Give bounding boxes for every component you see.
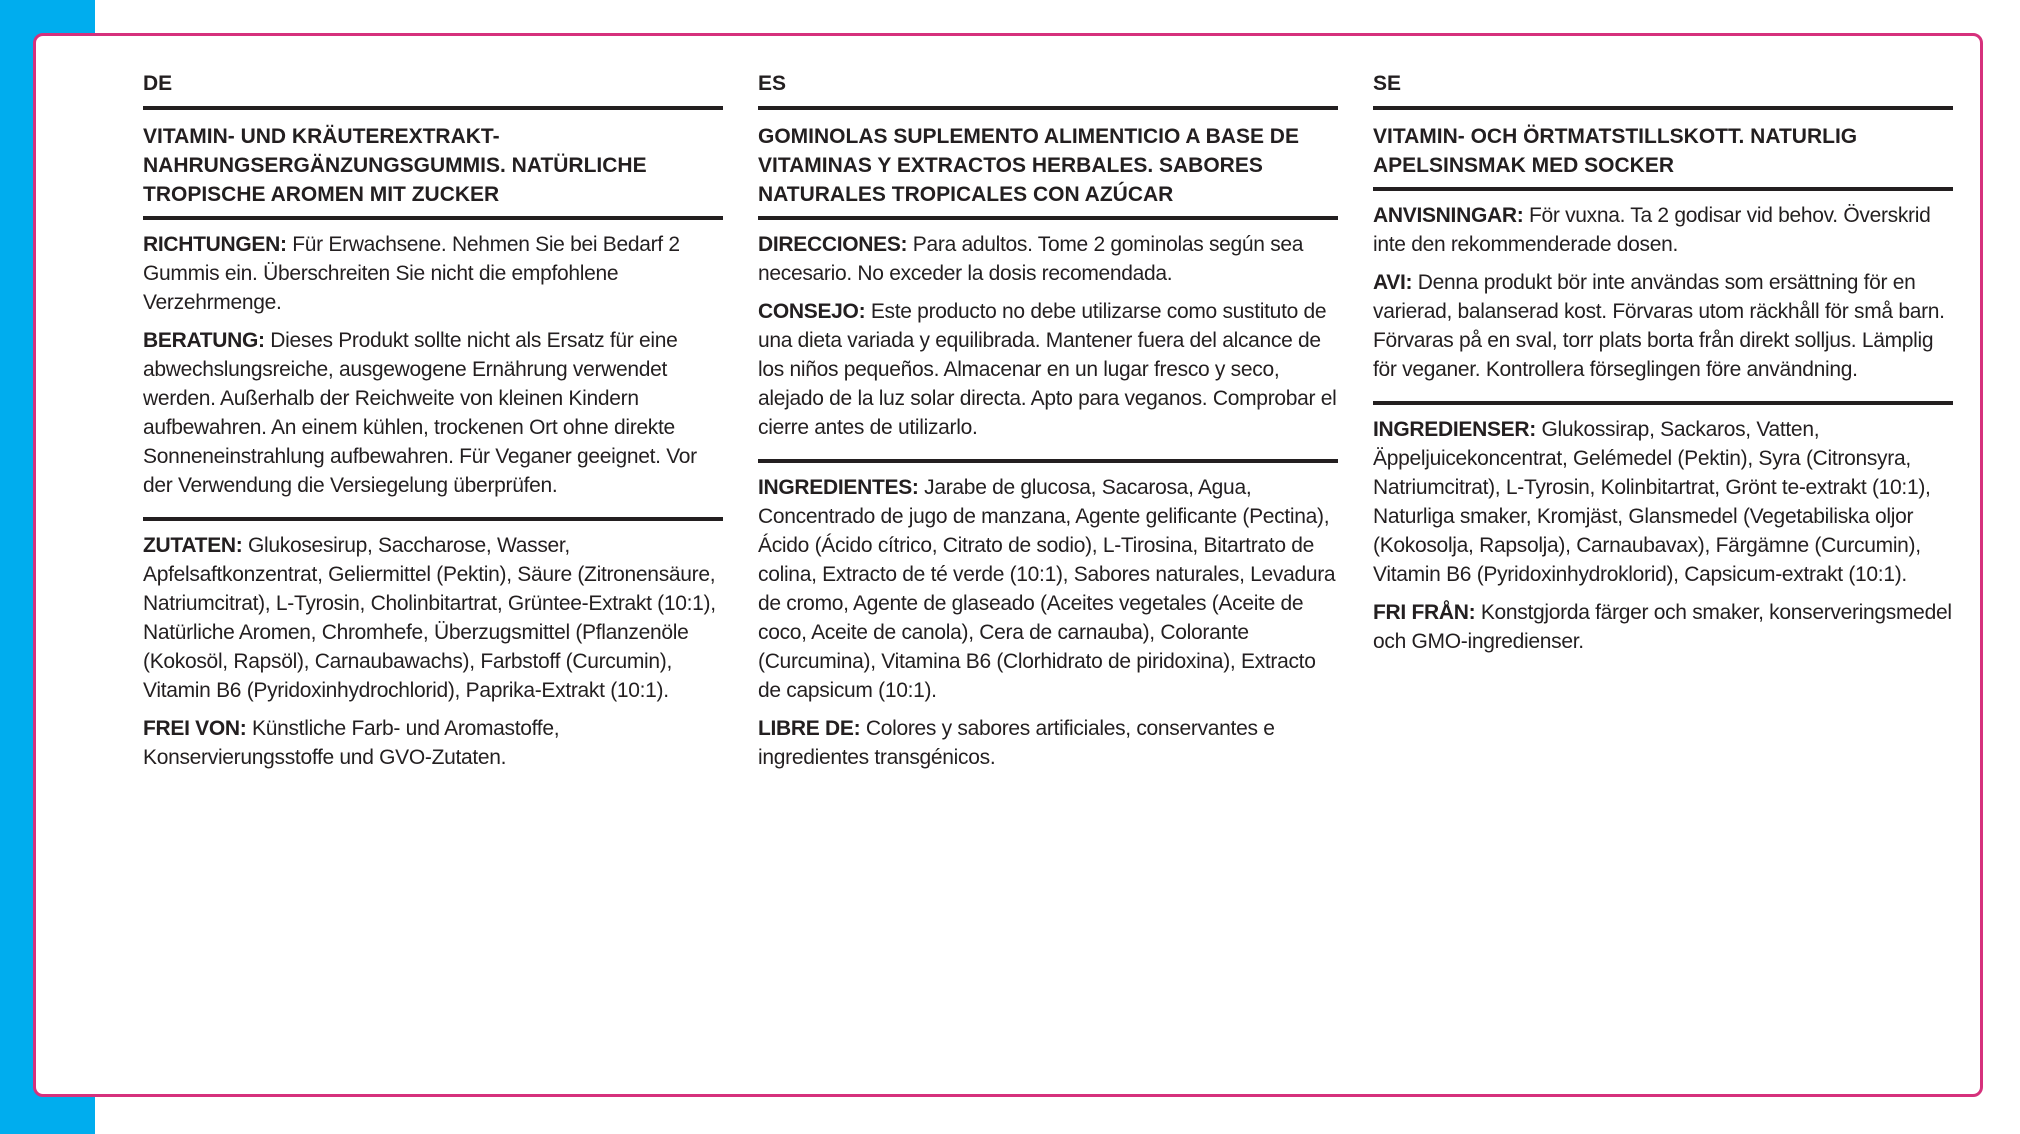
free-from-paragraph (1373, 598, 1953, 656)
ingredients-text: Glukosesirup, Saccharose, Wasser, Apfelsaftkonzentrat, Geliermittel (Pektin), Säure (Zitronensäure, Natriumcitrat), L-Tyrosin, Cholinbitartrat, Grüntee-Extrakt (10:1), Natürliche Aromen, Chromhefe, Überzugsmittel (Pflanzenöle (Kokosöl, Rapsöl), Carnaubawachs), Farbstoff (Curcumin), Vitamin B6 (Pyridoxinhydrochlorid), Paprika-Extrakt (10:1). (143, 534, 716, 702)
advice-text: Este producto no debe utilizarse como sustituto de una dieta variada y equilibrada. Mantener fuera del alcance de los niños pequeños. Almacenar en un lugar fresco y seco, alejado de la luz solar directa. Apto para veganos. Comprobar el cierre antes de utilizarlo. (758, 300, 1337, 439)
directions-paragraph (758, 230, 1338, 288)
ingredients-section (143, 521, 723, 772)
language-code: DE (143, 70, 723, 110)
directions-paragraph (1373, 201, 1953, 259)
advice-label: AVI: (1373, 271, 1413, 294)
usage-section (758, 220, 1338, 463)
directions-paragraph (143, 230, 723, 317)
ingredients-section (758, 463, 1338, 772)
column-se (1373, 70, 1953, 665)
advice-paragraph (143, 326, 723, 500)
column-es (758, 70, 1338, 781)
ingredients-paragraph (758, 473, 1338, 705)
free-from-text: Konstgjorda färger och smaker, konserveringsmedel och GMO-ingredienser. (1373, 601, 1952, 653)
free-from-text: Colores y sabores artificiales, conservantes e ingredientes transgénicos. (758, 717, 1275, 769)
product-heading: VITAMIN- OCH ÖRTMATSTILLSKOTT. NATURLIG APELSINSMAK MED SOCKER (1373, 110, 1953, 191)
language-code: SE (1373, 70, 1953, 110)
ingredients-label: ZUTATEN: (143, 534, 243, 557)
free-from-label: LIBRE DE: (758, 717, 861, 740)
advice-label: CONSEJO: (758, 300, 866, 323)
directions-text: Für Erwachsene. Nehmen Sie bei Bedarf 2 Gummis ein. Überschreiten Sie nicht die empfohlene Verzehrmenge. (143, 233, 680, 314)
ingredients-label: INGREDIENTES: (758, 476, 919, 499)
usage-section (143, 220, 723, 521)
advice-text: Dieses Produkt sollte nicht als Ersatz für eine abwechslungsreiche, ausgewogene Ernährung verwendet werden. Außerhalb der Reichweite von kleinen Kindern aufbewahren. An einem kühlen, trockenen Ort ohne direkte Sonneneinstrahlung aufbewahren. Für Veganer geeignet. Vor der Verwendung die Versiegelung überprüfen. (143, 329, 697, 497)
advice-text: Denna produkt bör inte användas som ersättning för en varierad, balanserad kost. Förvaras utom räckhåll för små barn. Förvaras på en sval, torr plats borta från direkt solljus. Lämplig för veganer. Kontrollera förseglingen före användning. (1373, 271, 1945, 381)
ingredients-label: INGREDIENSER: (1373, 418, 1536, 441)
free-from-label: FRI FRÅN: (1373, 601, 1476, 624)
free-from-paragraph (143, 714, 723, 772)
free-from-label: FREI VON: (143, 717, 247, 740)
ingredients-section (1373, 405, 1953, 656)
free-from-text: Künstliche Farb- und Aromastoffe, Konservierungsstoffe und GVO-Zutaten. (143, 717, 560, 769)
ingredients-text: Glukossirap, Sackaros, Vatten, Äppeljuicekoncentrat, Gelémedel (Pektin), Syra (Citronsyra, Natriumcitrat), L-Tyrosin, Kolinbitartrat, Grönt te-extrakt (10:1), Naturliga smaker, Kromjäst, Glansmedel (Vegetabiliska oljor (Kokosolja, Rapsolja), Carnaubavax), Färgämne (Curcumin), Vitamin B6 (Pyridoxinhydroklorid), Capsicum-extrakt (10:1). (1373, 418, 1931, 586)
directions-label: RICHTUNGEN: (143, 233, 287, 256)
product-heading: GOMINOLAS SUPLEMENTO ALIMENTICIO A BASE DE VITAMINAS Y EXTRACTOS HERBALES. SABORES NATURALES TROPICALES CON AZÚCAR (758, 110, 1338, 220)
label-frame (33, 33, 1983, 1097)
advice-paragraph (758, 297, 1338, 442)
language-code: ES (758, 70, 1338, 110)
free-from-paragraph (758, 714, 1338, 772)
ingredients-text: Jarabe de glucosa, Sacarosa, Agua, Concentrado de jugo de manzana, Agente gelificante (Pectina), Ácido (Ácido cítrico, Citrato de sodio), L-Tirosina, Bitartrato de colina, Extracto de té verde (10:1), Sabores naturales, Levadura de cromo, Agente de glaseado (Aceites vegetales (Aceite de coco, Aceite de canola), Cera de carnauba), Colorante (Curcumina), Vitamina B6 (Clorhidrato de piridoxina), Extracto de capsicum (10:1). (758, 476, 1336, 702)
ingredients-paragraph (143, 531, 723, 705)
advice-label: BERATUNG: (143, 329, 265, 352)
directions-label: ANVISNINGAR: (1373, 204, 1524, 227)
product-heading: VITAMIN- UND KRÄUTEREXTRAKT-NAHRUNGSERGÄNZUNGSGUMMIS. NATÜRLICHE TROPISCHE AROMEN MIT ZUCKER (143, 110, 723, 220)
ingredients-paragraph (1373, 415, 1953, 589)
advice-paragraph (1373, 268, 1953, 384)
column-de (143, 70, 723, 781)
usage-section (1373, 191, 1953, 405)
directions-text: Para adultos. Tome 2 gominolas según sea necesario. No exceder la dosis recomendada. (758, 233, 1304, 285)
directions-label: DIRECCIONES: (758, 233, 908, 256)
directions-text: För vuxna. Ta 2 godisar vid behov. Överskrid inte den rekommenderade dosen. (1373, 204, 1931, 256)
